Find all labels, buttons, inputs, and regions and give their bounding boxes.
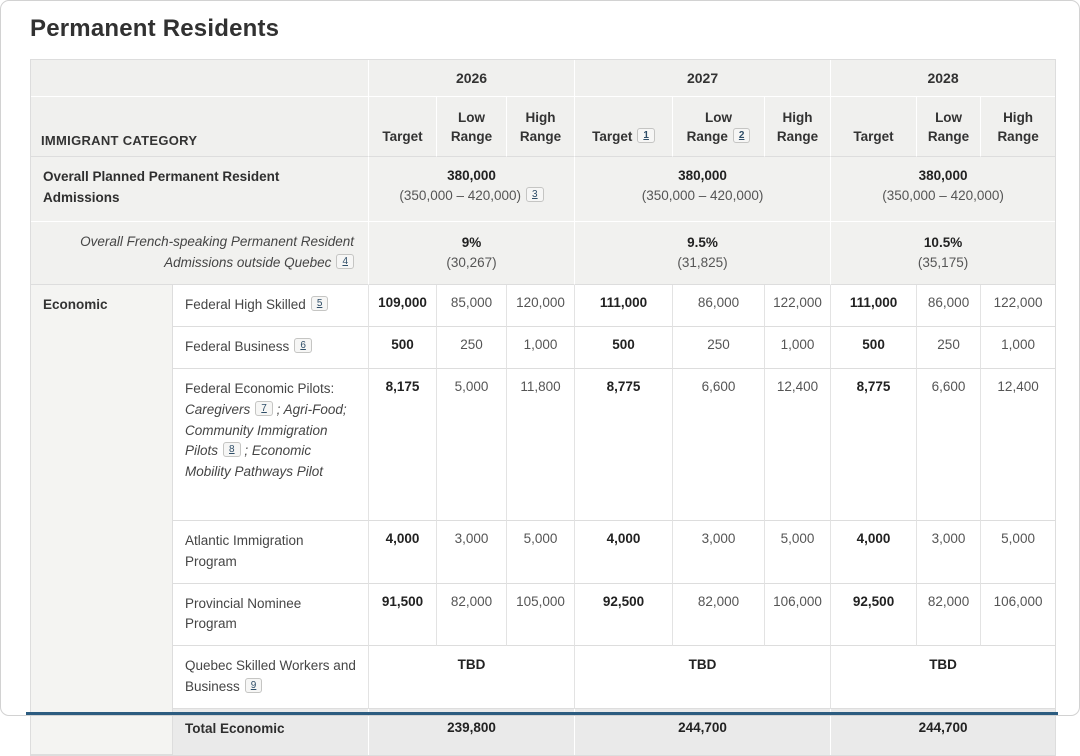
french-speaking-text: Overall French-speaking Permanent Resident Admissions outside Quebec	[80, 234, 354, 270]
french-range-2028: (35,175)	[917, 254, 969, 270]
quebec-skilled-workers-row	[31, 646, 1055, 709]
low-range-header-2027	[673, 97, 765, 157]
value-cell: 12,400	[981, 369, 1055, 521]
total-economic-2027: 244,700	[575, 709, 831, 755]
value-cell: 82,000	[917, 584, 981, 647]
provincial-nominee-row	[31, 584, 1055, 647]
federal-business-row	[31, 327, 1055, 369]
year-header-2027: 2027	[575, 60, 831, 97]
overall-value-2028	[831, 157, 1055, 222]
value-cell: 3,000	[673, 521, 765, 584]
french-speaking-row	[31, 222, 1055, 285]
value-cell: 111,000	[831, 285, 917, 327]
high-header-line1: High	[525, 109, 556, 125]
federal-business-label	[173, 327, 369, 369]
atlantic-immigration-label: Atlantic Immigration Program	[173, 521, 369, 584]
target-header-2026	[369, 97, 437, 157]
high-range-header-2028	[981, 97, 1055, 157]
quebec-value-2027: TBD	[575, 646, 831, 709]
immigrant-category-header: IMMIGRANT CATEGORY	[31, 97, 369, 157]
footnote-link-8[interactable]: 8	[223, 442, 241, 457]
federal-pilots-caregivers: Caregivers	[185, 401, 251, 417]
value-cell: 5,000	[765, 521, 831, 584]
federal-high-skilled-row	[31, 285, 1055, 327]
economic-group-label: Economic	[31, 285, 173, 755]
french-value-2027	[575, 222, 831, 285]
footnote-link-2[interactable]: 2	[733, 128, 751, 143]
column-header-row	[31, 97, 1055, 157]
high-range-header-2026	[507, 97, 575, 157]
french-value-2028	[831, 222, 1055, 285]
target-header-label: Target	[382, 129, 423, 145]
low-header-line2: Range	[927, 129, 970, 145]
low-header-line2: Range	[450, 129, 493, 145]
value-cell: 5,000	[437, 369, 507, 521]
value-cell: 5,000	[981, 521, 1055, 584]
value-cell: 105,000	[507, 584, 575, 647]
immigration-levels-table	[30, 59, 1056, 756]
value-cell: 8,775	[831, 369, 917, 521]
value-cell: 6,600	[673, 369, 765, 521]
total-economic-2026: 239,800	[369, 709, 575, 755]
federal-business-text: Federal Business	[185, 338, 290, 354]
overall-main-2027: 380,000	[678, 168, 727, 183]
footnote-link-6[interactable]: 6	[294, 338, 312, 353]
value-cell: 250	[917, 327, 981, 369]
value-cell: 5,000	[507, 521, 575, 584]
total-economic-2028: 244,700	[831, 709, 1055, 755]
federal-economic-pilots-label	[173, 369, 369, 521]
value-cell: 86,000	[917, 285, 981, 327]
value-cell: 6,600	[917, 369, 981, 521]
overall-range-2027: (350,000 – 420,000)	[641, 188, 764, 204]
value-cell: 109,000	[369, 285, 437, 327]
overall-value-2026	[369, 157, 575, 222]
federal-economic-pilots-row	[31, 369, 1055, 521]
year-header-spacer	[31, 60, 369, 97]
value-cell: 8,175	[369, 369, 437, 521]
french-main-2028: 10.5%	[923, 234, 963, 250]
low-header-line1: Low	[458, 109, 485, 125]
year-header-row	[31, 60, 1055, 97]
year-header-2026: 2026	[369, 60, 575, 97]
quebec-value-2028: TBD	[831, 646, 1055, 709]
value-cell: 500	[831, 327, 917, 369]
section-divider-bar	[26, 712, 1058, 716]
atlantic-immigration-row	[31, 521, 1055, 584]
footnote-link-3[interactable]: 3	[526, 187, 544, 202]
low-range-header-2026	[437, 97, 507, 157]
value-cell: 82,000	[673, 584, 765, 647]
high-header-line2: Range	[519, 129, 562, 145]
footnote-link-7[interactable]: 7	[255, 401, 273, 416]
total-economic-row	[31, 709, 1055, 755]
value-cell: 250	[673, 327, 765, 369]
value-cell: 4,000	[369, 521, 437, 584]
high-header-line1: High	[782, 109, 813, 125]
value-cell: 3,000	[917, 521, 981, 584]
value-cell: 12,400	[765, 369, 831, 521]
provincial-nominee-label: Provincial Nominee Program	[173, 584, 369, 647]
value-cell: 4,000	[575, 521, 673, 584]
overall-range-2026	[377, 186, 566, 206]
low-header-line1: Low	[705, 109, 733, 125]
value-cell: 4,000	[831, 521, 917, 584]
low-range-header-2028	[917, 97, 981, 157]
target-header-2028	[831, 97, 917, 157]
federal-pilots-embp: ; Economic Mobility Pathways Pilot	[185, 443, 324, 480]
french-main-2026: 9%	[461, 234, 482, 250]
value-cell: 91,500	[369, 584, 437, 647]
overall-admissions-row	[31, 157, 1055, 222]
footnote-link-1[interactable]: 1	[637, 128, 655, 143]
value-cell: 92,500	[575, 584, 673, 647]
value-cell: 85,000	[437, 285, 507, 327]
value-cell: 1,000	[507, 327, 575, 369]
high-header-line2: Range	[997, 129, 1039, 145]
value-cell: 122,000	[981, 285, 1055, 327]
value-cell: 92,500	[831, 584, 917, 647]
french-speaking-label	[31, 222, 369, 285]
footnote-link-4[interactable]: 4	[336, 254, 354, 269]
value-cell: 1,000	[765, 327, 831, 369]
high-header-line2: Range	[776, 129, 819, 145]
target-header-2027	[575, 97, 673, 157]
low-header-line2	[677, 127, 760, 147]
high-header-line1: High	[1003, 109, 1034, 125]
value-cell: 82,000	[437, 584, 507, 647]
federal-high-skilled-label	[173, 285, 369, 327]
french-range-2026: (30,267)	[446, 254, 497, 270]
footnote-link-5[interactable]: 5	[311, 296, 329, 311]
target-header-label	[579, 127, 668, 147]
federal-pilots-community: ; Agri-Food; Community Immigration Pilots	[185, 401, 347, 459]
french-main-2027: 9.5%	[687, 234, 718, 250]
value-cell: 500	[369, 327, 437, 369]
value-cell: 106,000	[981, 584, 1055, 647]
target-header-text: Target	[592, 129, 633, 145]
page-title: Permanent Residents	[30, 15, 280, 42]
footnote-link-9[interactable]: 9	[245, 678, 263, 693]
overall-admissions-label: Overall Planned Permanent Resident Admissions	[31, 157, 369, 222]
low-header-text: Range	[686, 129, 728, 145]
value-cell: 3,000	[437, 521, 507, 584]
year-header-2028: 2028	[831, 60, 1055, 97]
federal-high-skilled-text: Federal High Skilled	[185, 296, 306, 312]
target-header-label: Target	[853, 129, 894, 145]
overall-value-2027	[575, 157, 831, 222]
french-value-2026	[369, 222, 575, 285]
value-cell: 120,000	[507, 285, 575, 327]
value-cell: 86,000	[673, 285, 765, 327]
value-cell: 8,775	[575, 369, 673, 521]
overall-range-2028: (350,000 – 420,000)	[882, 188, 1004, 204]
quebec-skilled-workers-text: Quebec Skilled Workers and Business	[185, 658, 356, 695]
overall-main-2028: 380,000	[918, 168, 968, 183]
value-cell: 1,000	[981, 327, 1055, 369]
high-range-header-2027	[765, 97, 831, 157]
total-economic-label: Total Economic	[173, 709, 369, 755]
value-cell: 111,000	[575, 285, 673, 327]
value-cell: 11,800	[507, 369, 575, 521]
quebec-skilled-workers-label	[173, 646, 369, 709]
quebec-value-2026: TBD	[369, 646, 575, 709]
french-range-2027: (31,825)	[677, 254, 728, 270]
overall-main-2026: 380,000	[447, 168, 496, 183]
value-cell: 122,000	[765, 285, 831, 327]
value-cell: 106,000	[765, 584, 831, 647]
low-header-line1: Low	[935, 109, 963, 125]
value-cell: 500	[575, 327, 673, 369]
federal-pilots-prefix: Federal Economic Pilots:	[185, 380, 335, 396]
value-cell: 250	[437, 327, 507, 369]
overall-range-text-2026: (350,000 – 420,000)	[399, 188, 522, 204]
